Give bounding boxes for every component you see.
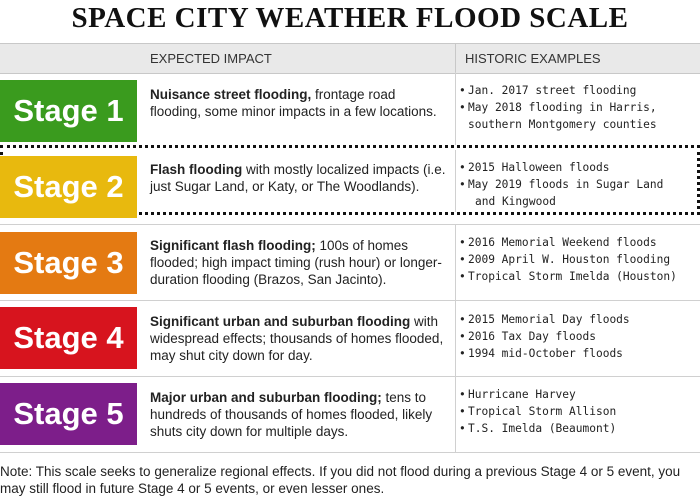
list-item: • 2016 Memorial Weekend floods (459, 234, 699, 251)
row-divider (0, 376, 700, 377)
list-item: • Tropical Storm Imelda (Houston) (459, 268, 699, 285)
list-item: • 2015 Memorial Day floods (459, 311, 699, 328)
stage-5-badge (0, 383, 137, 445)
list-item: • May 2018 flooding in Harris, (459, 99, 699, 116)
list-item: • T.S. Imelda (Beaumont) (459, 420, 699, 437)
stage-3-impact-bold: Significant flash flooding; (150, 238, 316, 253)
stage-1-impact-bold: Nuisance street flooding, (150, 87, 312, 102)
impact-column-header: EXPECTED IMPACT (150, 51, 272, 66)
stage-2-label: Stage 2 (13, 169, 124, 204)
list-item: and Kingwood (475, 195, 556, 208)
column-divider (455, 301, 456, 376)
stage-4-badge (0, 307, 137, 369)
list-item: • 2016 Tax Day floods (459, 328, 699, 345)
stage-4-impact-text: with widespread effects; thousands of homes flooded, may shut city down for day. (150, 314, 444, 363)
list-item: • Tropical Storm Allison (459, 403, 699, 420)
stage-2-badge (0, 156, 137, 218)
stage-1-badge (0, 80, 137, 142)
stage-1-impact-text: frontage road flooding, some minor impacts in a few locations. (150, 87, 437, 119)
table-header (0, 43, 700, 74)
list-item: • 2015 Halloween floods (459, 159, 699, 176)
page-title: SPACE CITY WEATHER FLOOD SCALE (71, 2, 629, 34)
stage-1-examples (459, 82, 699, 133)
stage-1-label: Stage 1 (13, 93, 124, 128)
column-divider (455, 150, 456, 212)
footnote: Note: This scale seeks to generalize regional effects. If you did not flood during a previous Stage 4 or 5 event, you may still flood in future Stage 4 or 5 events, or even lesser ones. (0, 464, 681, 496)
stage-4-label: Stage 4 (13, 320, 124, 355)
stage-2-impact (150, 161, 448, 195)
stage-5-impact-bold: Major urban and suburban flooding; (150, 390, 382, 405)
stage-5-impact-text: tens to hundreds of thousands of homes flooded, likely shuts city down for multiple days. (150, 390, 433, 439)
stage-3-examples (459, 234, 699, 285)
stage-2-impact-bold: Flash flooding (150, 162, 243, 177)
stage-2-examples (459, 159, 699, 210)
stage-5-examples (459, 386, 699, 437)
stage-4-impact (150, 313, 448, 364)
list-item: • 1994 mid-October floods (459, 345, 699, 362)
stage-3-impact-text: 100s of homes flooded; high impact timing (rush hour) or longer-duration flooding (Brazos, San Jacinto). (150, 238, 442, 287)
list-item: • 2009 April W. Houston flooding (459, 251, 699, 268)
list-item: • May 2019 floods in Sugar Land (459, 176, 699, 193)
stage-5-impact (150, 389, 448, 440)
stage-1-impact (150, 86, 448, 120)
list-item: • Hurricane Harvey (459, 386, 699, 403)
row-divider (0, 452, 700, 453)
list-item: • Jan. 2017 street flooding (459, 82, 699, 99)
row-divider (0, 300, 700, 301)
column-divider (455, 72, 456, 145)
stage-5-label: Stage 5 (13, 396, 124, 431)
stage-4-examples (459, 311, 699, 362)
list-item: southern Montgomery counties (468, 118, 657, 131)
stage-3-label: Stage 3 (13, 245, 124, 280)
header-divider (455, 44, 456, 73)
column-divider (455, 225, 456, 300)
stage-4-impact-bold: Significant urban and suburban flooding (150, 314, 411, 329)
examples-column-header: HISTORIC EXAMPLES (465, 51, 601, 66)
stage-3-badge (0, 232, 137, 294)
stage-2-impact-text: with mostly localized impacts (i.e. just Sugar Land, or Katy, or The Woodlands). (150, 162, 446, 194)
row-divider (0, 224, 700, 225)
stage-3-impact (150, 237, 448, 288)
column-divider (455, 377, 456, 452)
